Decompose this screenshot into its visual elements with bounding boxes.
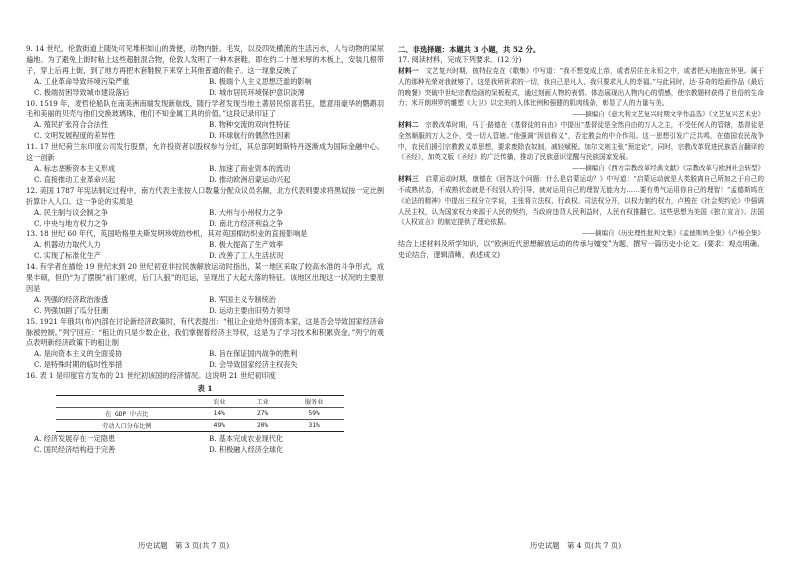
option[interactable]: A. 标志垄断资本主义形成 [34, 163, 116, 173]
option[interactable]: C. 国民经济结构趋于完善 [34, 445, 116, 454]
option[interactable]: A. 是向资本主义的全面妥协 [34, 349, 123, 359]
page-footer-left: 历史试题 第 3 页(共 7 页) [138, 541, 230, 550]
economy-table [56, 395, 344, 432]
option[interactable]: C. 直接推动工业革命兴起 [34, 174, 116, 184]
question-stem: 9. 14 世纪，伦敦街道上随处可见堆积如山的粪便，动物内脏、毛发，以及四处横流的生活污水，人与动物的屎尿遍地。为了避免上街时粘上这些超脏混合物，伦敦人发明了一种木套鞋，即在约二十厘米厚的木板上，安装几根带子，穿上后再上街，到了地方再把木套鞋脱下来穿上其他普通的鞋子。这一现象反映了 [26, 44, 384, 75]
option[interactable]: D. 运动主要由旧势力领导 [209, 305, 291, 315]
table-header-cell: 工业 [256, 399, 269, 407]
page-footer-right: 历史试题 第 4 页(共 7 页) [530, 541, 622, 550]
question-options [26, 349, 384, 371]
table-header-cell [56, 396, 198, 408]
essay-task: 结合上述材料及所学知识，以“欧洲近代思想解放运动的传承与嬗变”为题，撰写一篇历史小论文。(要求：观点明确、史论结合，逻辑清晰，表述成文) [398, 239, 764, 260]
table-header-cell: 服务业 [304, 399, 324, 407]
table-cell: 20% [256, 422, 269, 430]
table-header-cell: 农业 [213, 399, 226, 407]
option[interactable]: A. 殖民扩张符合合法性 [34, 120, 108, 130]
question-options [26, 208, 384, 230]
option[interactable]: B. 军国主义专制统治 [209, 294, 276, 304]
table-cell: 27% [256, 410, 269, 418]
question-options [26, 164, 384, 186]
option[interactable]: D. 会导致国家经济主权丧失 [209, 360, 298, 370]
material-text: 启蒙运动时期，康德在《回答这个问题：什么是启蒙运动？》中写道：“启蒙运动就是人类脱离自己所加之于自己的不成熟状态，不成熟状态就是不经别人的引导，就对运用自己的理智无能为力……要有勇气运用你自己的理智！”孟德斯鸠在《论法的精神》中提出三权分立学说，主张将立法权、行政权、司法权分开，以权力制约权力，卢梭在《社会契约论》中强调人民主权，认为国家权力来源于人民的契约，当政府违背人民利益时，人民有权推翻它。这些思想为美国《独立宣言》、法国《人权宣言》的制定提供了理论依据。 [398, 175, 765, 227]
material-paragraph [398, 120, 764, 163]
option[interactable]: A. 经济发展存在一定隐患 [34, 434, 116, 444]
option[interactable]: C. 实现了标准化生产 [34, 251, 101, 261]
table-row [56, 408, 344, 420]
material-source: ——摘编自《历史理性批判文集》《孟德斯鸠全集》《卢梭全集》 [582, 229, 764, 238]
option[interactable]: B. 极端个人主义思想泛滥的影响 [209, 76, 312, 86]
question-stem: 14. 有学者在描绘 19 世纪末到 20 世纪初亚非拉民族解放运动时指出，某一地区采取了较高水准的斗争形式，成果丰硕，但仍“为了摆脱”前门驱虎，后门入狼”的厄运，呈现出了大起大落的特征。该地区出现这一状况的主要原因是 [26, 262, 384, 293]
material-label: 材料三 [398, 175, 419, 184]
question-stem: 13. 18 世纪 60 年代，英国哈格里夫斯发明珍妮纺纱机，其对英国棉纺织业的直接影响是 [26, 229, 308, 239]
option[interactable]: C. 极端贫困导致城市建设落后 [34, 87, 130, 97]
left-column [26, 44, 384, 456]
table-cell: 31% [308, 422, 320, 430]
section-title: 二、非选择题：本题共 3 小题，共 52 分。 [398, 45, 541, 54]
question-stem: 11. 17 世纪荷兰东印度公司发行股票，允许投资者以股权参与分红，其总部阿姆斯特丹逐渐成为国际金融中心。这一创新 [26, 142, 384, 163]
option[interactable]: C. 文明发展程度的差异性 [34, 131, 116, 141]
material-text: 文艺复兴时期，彼特拉克在《歌集》中写道：“我不想变成上帝，或者居住在永恒之中，或者把天地抱在怀里。属于人的那种光荣对我就够了。这是我所祈求的一切，我自己是凡人，我只要求凡人的幸福。”与此同时，达·芬奇的绘画作品《最后的晚餐》突破中世纪宗教绘画的呆板程式，通过刻画人物的表情、体态展现出人物内心的情感，使宗教题材获得了世俗的生命力；米开朗琪罗的雕塑《大卫》以完美的人体比例和强健的肌肉线条，彰显了人的力量与美。 [398, 66, 765, 108]
question-stem: 15. 1921 年俄共(布)内部在讨论新经济政策时，有代表提出：“租让企业给外国资本家，这是否会导致国家经济命脉被控制。”列宁回应：“租让的只是少数企业，我们掌握着经济主导权，这是为了学习技术和积累资金。”列宁的观点表明新经济政策下的租让制 [26, 316, 384, 348]
option[interactable]: B. 物种交流的双向性特征 [209, 120, 291, 130]
material-paragraph [398, 174, 764, 228]
table-cell: 劳动人口分布比例 [102, 423, 152, 431]
table-cell: 在 GDP 中占比 [105, 411, 149, 419]
q16-options [26, 434, 384, 456]
option[interactable]: C. 是特殊时期的临时性举措 [34, 360, 123, 370]
option[interactable]: B. 加速了商业资本的流动 [209, 163, 291, 173]
option[interactable]: B. 极大提高了生产效率 [209, 240, 284, 250]
option[interactable]: D. 环球航行的偶然性因素 [209, 131, 291, 141]
material-source: ——摘编自《意大利文艺复兴时期文学作品选》《文艺复兴艺术史》 [572, 110, 764, 119]
option[interactable]: B. 基本完成农业现代化 [209, 434, 284, 444]
option[interactable]: D. 改善了工人生活状况 [209, 251, 284, 261]
table-row [56, 420, 344, 432]
table-cell: 49% [213, 422, 225, 430]
option[interactable]: A. 机器动力取代人力 [34, 240, 101, 250]
option[interactable]: D. 城市居民环境保护意识淡薄 [209, 87, 305, 97]
material-label: 材料二 [398, 121, 419, 130]
question-options [26, 77, 384, 99]
option[interactable]: B. 旨在保证国内战争的胜利 [209, 349, 298, 359]
option[interactable]: A. 工业革命导致环境污染严重 [34, 76, 130, 86]
question-stem: 12. 美国 1787 年宪法制定过程中，南方代表主张按人口数量分配众议员名额，北方代表则要求将黑奴按一定比例折算计入人口。这一争论的实质是 [26, 185, 384, 206]
option[interactable]: C. 中央与地方权力之争 [34, 218, 109, 228]
material-label: 材料一 [398, 66, 419, 75]
option[interactable]: D. 积极融入经济全球化 [209, 445, 284, 454]
question-options [26, 120, 384, 142]
material-source: ——摘编自《西方宗教改革经典文献》《宗教改革与欧洲社会转型》 [572, 164, 764, 173]
material-text: 宗教改革时期，马丁·路德在《基督徒的自由》中提出“基督徒是全然自由的万人之主，不受任何人的管辖，基督徒是全然顺服的万人之仆，受一切人管辖。”他强调“因信称义”，否定教会的中介作用。这一思想引发广泛共鸣，在德国农民战争中，农民们援引宗教教义革思想，要求废除农奴制，减轻赋税。加尔文则主张“预定论”，同时，宗教改革促进民族语言翻译的《圣经》，加英文版《圣经》的广泛传播，推动了民族意识觉醒与民族国家发展。 [398, 121, 765, 162]
question-stem: 10. 1519 年，麦哲伦船队在南美洲南端发现新航线，随行学者发现当地土著居民惊喜若狂，愿意用豪华的鹦鹉羽毛和美丽的贝壳与他们交换玻璃珠，他们不知金属工具的价值。”这段记录印证了 [26, 98, 384, 119]
option[interactable]: C. 列强加剧了瓜分狂潮 [34, 305, 109, 315]
table-cell: 14% [213, 410, 225, 418]
question-options [26, 240, 384, 262]
material-paragraph [398, 66, 764, 109]
option[interactable]: B. 大州与小州权力之争 [209, 207, 284, 217]
question-title: 17. 阅读材料，完成下列要求。(12 分) [398, 55, 522, 64]
right-column [398, 44, 764, 261]
option[interactable]: A. 民主制与议会制之争 [34, 207, 108, 217]
table-caption: 表 1 [197, 384, 213, 394]
question-options [26, 295, 384, 317]
option[interactable]: D. 推动欧洲启蒙运动兴起 [209, 174, 291, 184]
table-cell: 59% [308, 410, 320, 418]
question-stem: 16. 表 1 是印度官方发布的 21 世纪初该国的经济情况。这说明 21 世纪初印度 [26, 371, 276, 381]
table-header-row [56, 396, 344, 408]
option[interactable]: A. 列强的经济政治渗透 [34, 294, 108, 304]
option[interactable]: D. 南北方经济利益之争 [209, 218, 284, 228]
